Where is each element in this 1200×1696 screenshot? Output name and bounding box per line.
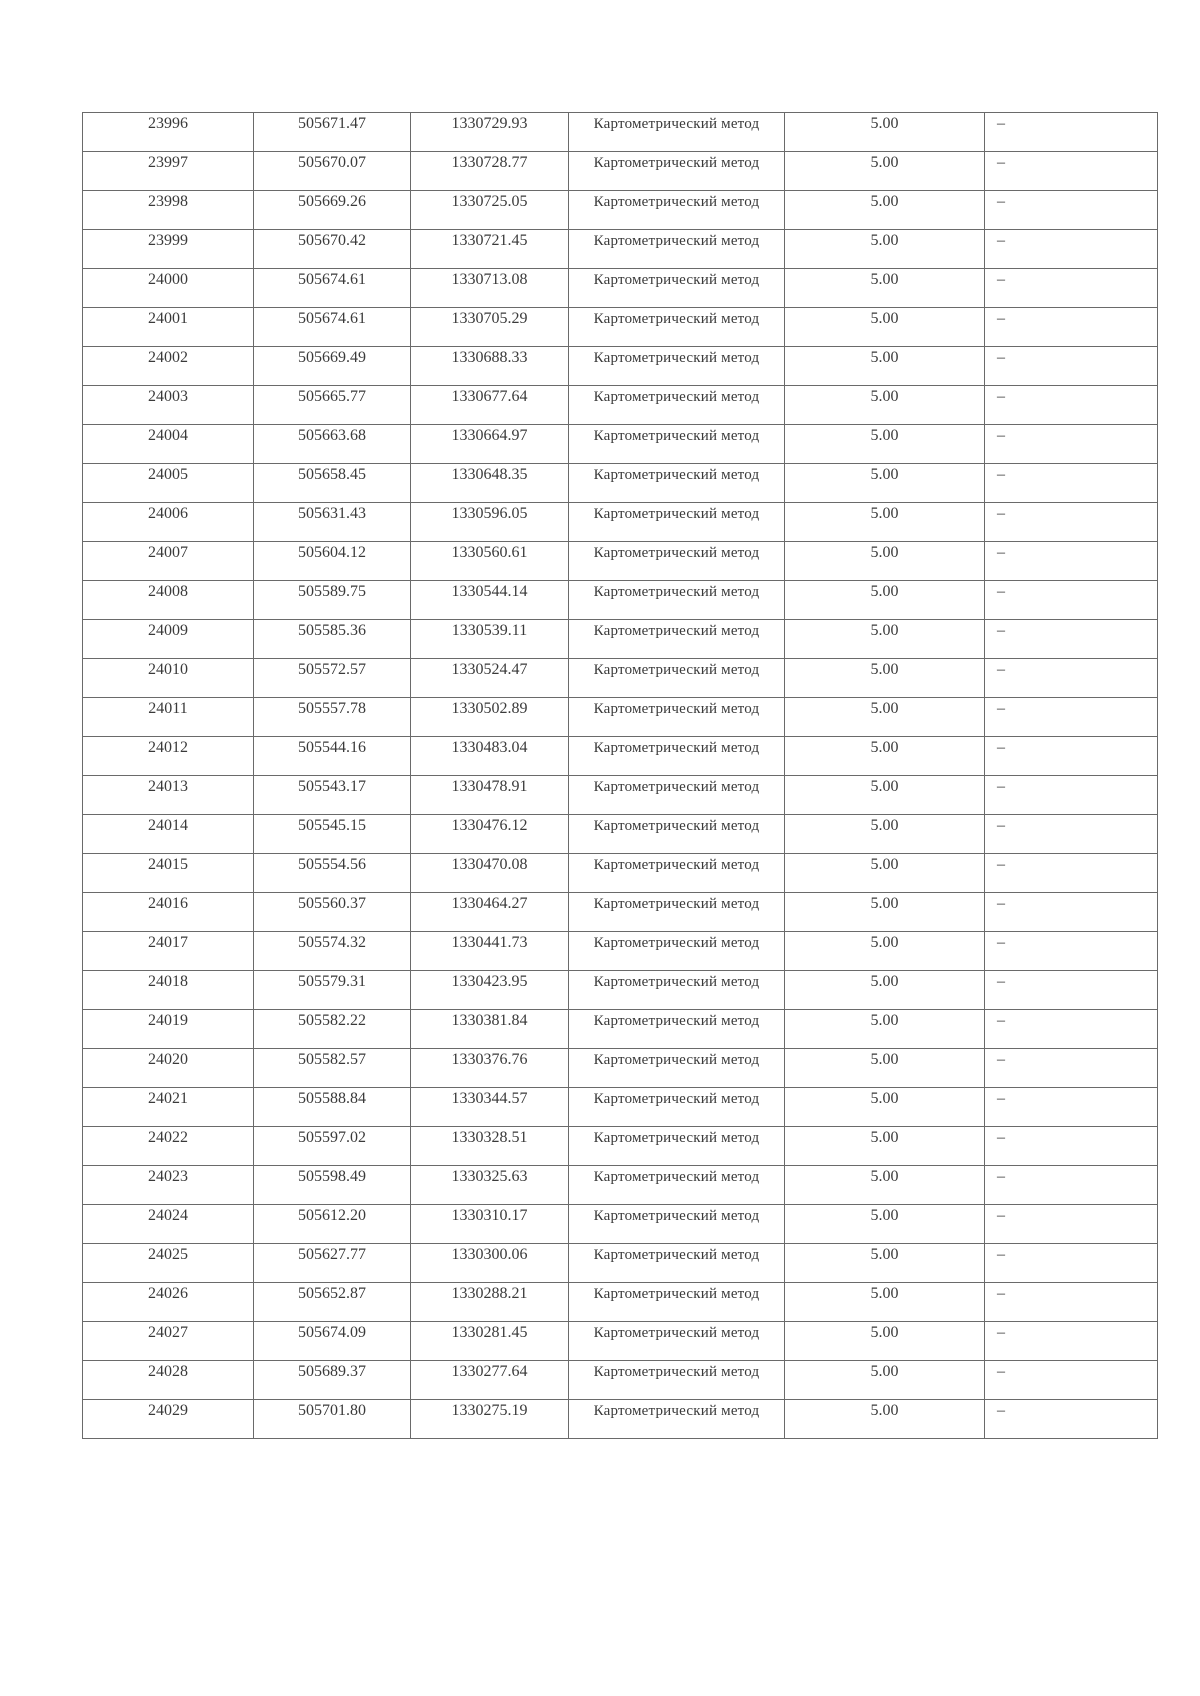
precision-cell: 5.00 xyxy=(785,971,985,1010)
table-row xyxy=(83,698,1158,737)
precision-cell: 5.00 xyxy=(785,581,985,620)
x-coordinate-cell: 505589.75 xyxy=(254,581,411,620)
method-text: Картометрический метод xyxy=(593,662,760,678)
point-number-cell: 24015 xyxy=(83,854,254,893)
method-text: Картометрический метод xyxy=(593,1130,760,1146)
note-cell: – xyxy=(985,1166,1158,1205)
y-coordinate-cell: 1330476.12 xyxy=(411,815,569,854)
precision-cell: 5.00 xyxy=(785,1166,985,1205)
table-row xyxy=(83,1127,1158,1166)
x-coordinate-cell: 505582.22 xyxy=(254,1010,411,1049)
point-number-cell: 24005 xyxy=(83,464,254,503)
note-cell: – xyxy=(985,347,1158,386)
precision-cell: 5.00 xyxy=(785,1088,985,1127)
y-coordinate-cell: 1330423.95 xyxy=(411,971,569,1010)
note-cell: – xyxy=(985,893,1158,932)
point-number-cell: 23999 xyxy=(83,230,254,269)
method-text: Картометрический метод xyxy=(593,1247,760,1263)
method-text: Картометрический метод xyxy=(593,350,760,366)
method-text: Картометрический метод xyxy=(593,1208,760,1224)
note-cell: – xyxy=(985,269,1158,308)
y-coordinate-cell: 1330721.45 xyxy=(411,230,569,269)
y-coordinate-cell: 1330524.47 xyxy=(411,659,569,698)
note-cell: – xyxy=(985,542,1158,581)
point-number-cell: 24011 xyxy=(83,698,254,737)
method-text: Картометрический метод xyxy=(593,623,760,639)
x-coordinate-cell: 505545.15 xyxy=(254,815,411,854)
y-coordinate-cell: 1330688.33 xyxy=(411,347,569,386)
note-cell: – xyxy=(985,1283,1158,1322)
x-coordinate-cell: 505544.16 xyxy=(254,737,411,776)
y-coordinate-cell: 1330328.51 xyxy=(411,1127,569,1166)
coordinates-table-body xyxy=(83,113,1158,1439)
note-cell: – xyxy=(985,698,1158,737)
note-cell: – xyxy=(985,308,1158,347)
table-row xyxy=(83,659,1158,698)
method-text: Картометрический метод xyxy=(593,818,760,834)
point-number-cell: 24012 xyxy=(83,737,254,776)
method-cell xyxy=(569,1361,785,1400)
y-coordinate-cell: 1330310.17 xyxy=(411,1205,569,1244)
point-number-cell: 24021 xyxy=(83,1088,254,1127)
method-text: Картометрический метод xyxy=(593,116,760,132)
table-row xyxy=(83,542,1158,581)
point-number-cell: 24008 xyxy=(83,581,254,620)
table-row xyxy=(83,269,1158,308)
method-cell xyxy=(569,620,785,659)
precision-cell: 5.00 xyxy=(785,1361,985,1400)
note-cell: – xyxy=(985,1400,1158,1439)
method-text: Картометрический метод xyxy=(593,1052,760,1068)
y-coordinate-cell: 1330560.61 xyxy=(411,542,569,581)
point-number-cell: 24006 xyxy=(83,503,254,542)
point-number-cell: 24025 xyxy=(83,1244,254,1283)
precision-cell: 5.00 xyxy=(785,152,985,191)
x-coordinate-cell: 505582.57 xyxy=(254,1049,411,1088)
precision-cell: 5.00 xyxy=(785,776,985,815)
point-number-cell: 24019 xyxy=(83,1010,254,1049)
method-cell xyxy=(569,1049,785,1088)
method-cell xyxy=(569,1010,785,1049)
precision-cell: 5.00 xyxy=(785,191,985,230)
note-cell: – xyxy=(985,932,1158,971)
precision-cell: 5.00 xyxy=(785,1244,985,1283)
x-coordinate-cell: 505652.87 xyxy=(254,1283,411,1322)
note-cell: – xyxy=(985,581,1158,620)
method-text: Картометрический метод xyxy=(593,194,760,210)
method-cell xyxy=(569,698,785,737)
x-coordinate-cell: 505670.07 xyxy=(254,152,411,191)
method-text: Картометрический метод xyxy=(593,1325,760,1341)
table-row xyxy=(83,1244,1158,1283)
table-row xyxy=(83,1010,1158,1049)
method-cell xyxy=(569,347,785,386)
note-cell: – xyxy=(985,854,1158,893)
x-coordinate-cell: 505572.57 xyxy=(254,659,411,698)
x-coordinate-cell: 505674.61 xyxy=(254,308,411,347)
table-row xyxy=(83,620,1158,659)
y-coordinate-cell: 1330275.19 xyxy=(411,1400,569,1439)
point-number-cell: 24007 xyxy=(83,542,254,581)
method-text: Картометрический метод xyxy=(593,1013,760,1029)
table-row xyxy=(83,1400,1158,1439)
precision-cell: 5.00 xyxy=(785,1049,985,1088)
x-coordinate-cell: 505604.12 xyxy=(254,542,411,581)
y-coordinate-cell: 1330288.21 xyxy=(411,1283,569,1322)
note-cell: – xyxy=(985,620,1158,659)
table-row xyxy=(83,191,1158,230)
y-coordinate-cell: 1330728.77 xyxy=(411,152,569,191)
method-text: Картометрический метод xyxy=(593,272,760,288)
precision-cell: 5.00 xyxy=(785,464,985,503)
table-row xyxy=(83,308,1158,347)
method-cell xyxy=(569,1400,785,1439)
method-text: Картометрический метод xyxy=(593,1091,760,1107)
method-text: Картометрический метод xyxy=(593,1286,760,1302)
table-row xyxy=(83,815,1158,854)
x-coordinate-cell: 505557.78 xyxy=(254,698,411,737)
y-coordinate-cell: 1330376.76 xyxy=(411,1049,569,1088)
y-coordinate-cell: 1330729.93 xyxy=(411,113,569,152)
table-row xyxy=(83,854,1158,893)
note-cell: – xyxy=(985,1205,1158,1244)
method-text: Картометрический метод xyxy=(593,1364,760,1380)
table-row xyxy=(83,425,1158,464)
precision-cell: 5.00 xyxy=(785,1205,985,1244)
note-cell: – xyxy=(985,113,1158,152)
table-row xyxy=(83,1049,1158,1088)
y-coordinate-cell: 1330483.04 xyxy=(411,737,569,776)
precision-cell: 5.00 xyxy=(785,269,985,308)
method-cell xyxy=(569,1244,785,1283)
table-row xyxy=(83,230,1158,269)
method-text: Картометрический метод xyxy=(593,701,760,717)
note-cell: – xyxy=(985,776,1158,815)
note-cell: – xyxy=(985,464,1158,503)
table-row xyxy=(83,737,1158,776)
point-number-cell: 24014 xyxy=(83,815,254,854)
coordinates-table xyxy=(82,112,1158,1439)
method-text: Картометрический метод xyxy=(593,779,760,795)
method-cell xyxy=(569,542,785,581)
note-cell: – xyxy=(985,1127,1158,1166)
table-row xyxy=(83,1166,1158,1205)
y-coordinate-cell: 1330478.91 xyxy=(411,776,569,815)
method-cell xyxy=(569,152,785,191)
point-number-cell: 24017 xyxy=(83,932,254,971)
note-cell: – xyxy=(985,737,1158,776)
y-coordinate-cell: 1330300.06 xyxy=(411,1244,569,1283)
method-cell xyxy=(569,425,785,464)
x-coordinate-cell: 505658.45 xyxy=(254,464,411,503)
method-cell xyxy=(569,932,785,971)
table-row xyxy=(83,386,1158,425)
table-row xyxy=(83,932,1158,971)
method-cell xyxy=(569,581,785,620)
table-row xyxy=(83,893,1158,932)
table-row xyxy=(83,971,1158,1010)
precision-cell: 5.00 xyxy=(785,386,985,425)
note-cell: – xyxy=(985,1088,1158,1127)
x-coordinate-cell: 505701.80 xyxy=(254,1400,411,1439)
x-coordinate-cell: 505597.02 xyxy=(254,1127,411,1166)
note-cell: – xyxy=(985,971,1158,1010)
method-text: Картометрический метод xyxy=(593,1403,760,1419)
x-coordinate-cell: 505585.36 xyxy=(254,620,411,659)
precision-cell: 5.00 xyxy=(785,308,985,347)
precision-cell: 5.00 xyxy=(785,230,985,269)
note-cell: – xyxy=(985,425,1158,464)
method-cell xyxy=(569,269,785,308)
point-number-cell: 24013 xyxy=(83,776,254,815)
y-coordinate-cell: 1330277.64 xyxy=(411,1361,569,1400)
precision-cell: 5.00 xyxy=(785,1400,985,1439)
method-text: Картометрический метод xyxy=(593,584,760,600)
point-number-cell: 24028 xyxy=(83,1361,254,1400)
y-coordinate-cell: 1330502.89 xyxy=(411,698,569,737)
point-number-cell: 23998 xyxy=(83,191,254,230)
note-cell: – xyxy=(985,1361,1158,1400)
point-number-cell: 24029 xyxy=(83,1400,254,1439)
table-row xyxy=(83,503,1158,542)
precision-cell: 5.00 xyxy=(785,542,985,581)
x-coordinate-cell: 505674.09 xyxy=(254,1322,411,1361)
y-coordinate-cell: 1330381.84 xyxy=(411,1010,569,1049)
x-coordinate-cell: 505663.68 xyxy=(254,425,411,464)
table-row xyxy=(83,1322,1158,1361)
y-coordinate-cell: 1330596.05 xyxy=(411,503,569,542)
note-cell: – xyxy=(985,230,1158,269)
method-text: Картометрический метод xyxy=(593,545,760,561)
x-coordinate-cell: 505669.26 xyxy=(254,191,411,230)
note-cell: – xyxy=(985,659,1158,698)
method-text: Картометрический метод xyxy=(593,740,760,756)
table-row xyxy=(83,581,1158,620)
method-cell xyxy=(569,503,785,542)
note-cell: – xyxy=(985,1049,1158,1088)
method-text: Картометрический метод xyxy=(593,974,760,990)
precision-cell: 5.00 xyxy=(785,113,985,152)
y-coordinate-cell: 1330344.57 xyxy=(411,1088,569,1127)
precision-cell: 5.00 xyxy=(785,659,985,698)
point-number-cell: 23996 xyxy=(83,113,254,152)
note-cell: – xyxy=(985,152,1158,191)
method-cell xyxy=(569,971,785,1010)
x-coordinate-cell: 505588.84 xyxy=(254,1088,411,1127)
note-cell: – xyxy=(985,1322,1158,1361)
method-text: Картометрический метод xyxy=(593,155,760,171)
method-cell xyxy=(569,1088,785,1127)
x-coordinate-cell: 505579.31 xyxy=(254,971,411,1010)
note-cell: – xyxy=(985,815,1158,854)
point-number-cell: 24010 xyxy=(83,659,254,698)
method-cell xyxy=(569,1283,785,1322)
table-row xyxy=(83,1361,1158,1400)
note-cell: – xyxy=(985,191,1158,230)
point-number-cell: 24002 xyxy=(83,347,254,386)
precision-cell: 5.00 xyxy=(785,620,985,659)
point-number-cell: 24023 xyxy=(83,1166,254,1205)
precision-cell: 5.00 xyxy=(785,932,985,971)
precision-cell: 5.00 xyxy=(785,1010,985,1049)
x-coordinate-cell: 505631.43 xyxy=(254,503,411,542)
table-row xyxy=(83,1283,1158,1322)
point-number-cell: 24000 xyxy=(83,269,254,308)
x-coordinate-cell: 505543.17 xyxy=(254,776,411,815)
method-cell xyxy=(569,815,785,854)
note-cell: – xyxy=(985,386,1158,425)
note-cell: – xyxy=(985,503,1158,542)
y-coordinate-cell: 1330705.29 xyxy=(411,308,569,347)
y-coordinate-cell: 1330464.27 xyxy=(411,893,569,932)
method-cell xyxy=(569,191,785,230)
point-number-cell: 24004 xyxy=(83,425,254,464)
method-cell xyxy=(569,776,785,815)
point-number-cell: 24026 xyxy=(83,1283,254,1322)
method-cell xyxy=(569,1322,785,1361)
precision-cell: 5.00 xyxy=(785,893,985,932)
x-coordinate-cell: 505574.32 xyxy=(254,932,411,971)
precision-cell: 5.00 xyxy=(785,503,985,542)
table-row xyxy=(83,1205,1158,1244)
method-cell xyxy=(569,737,785,776)
method-text: Картометрический метод xyxy=(593,935,760,951)
point-number-cell: 24022 xyxy=(83,1127,254,1166)
precision-cell: 5.00 xyxy=(785,854,985,893)
method-text: Картометрический метод xyxy=(593,467,760,483)
method-cell xyxy=(569,1166,785,1205)
method-text: Картометрический метод xyxy=(593,896,760,912)
method-text: Картометрический метод xyxy=(593,311,760,327)
method-text: Картометрический метод xyxy=(593,857,760,873)
y-coordinate-cell: 1330544.14 xyxy=(411,581,569,620)
method-text: Картометрический метод xyxy=(593,389,760,405)
point-number-cell: 24016 xyxy=(83,893,254,932)
point-number-cell: 24024 xyxy=(83,1205,254,1244)
y-coordinate-cell: 1330441.73 xyxy=(411,932,569,971)
x-coordinate-cell: 505674.61 xyxy=(254,269,411,308)
precision-cell: 5.00 xyxy=(785,815,985,854)
method-text: Картометрический метод xyxy=(593,428,760,444)
point-number-cell: 24001 xyxy=(83,308,254,347)
table-row xyxy=(83,113,1158,152)
method-cell xyxy=(569,464,785,503)
table-row xyxy=(83,776,1158,815)
point-number-cell: 24003 xyxy=(83,386,254,425)
table-row xyxy=(83,464,1158,503)
table-row xyxy=(83,1088,1158,1127)
method-cell xyxy=(569,1127,785,1166)
method-cell xyxy=(569,230,785,269)
method-cell xyxy=(569,308,785,347)
precision-cell: 5.00 xyxy=(785,1322,985,1361)
y-coordinate-cell: 1330470.08 xyxy=(411,854,569,893)
x-coordinate-cell: 505598.49 xyxy=(254,1166,411,1205)
x-coordinate-cell: 505670.42 xyxy=(254,230,411,269)
note-cell: – xyxy=(985,1244,1158,1283)
x-coordinate-cell: 505689.37 xyxy=(254,1361,411,1400)
note-cell: – xyxy=(985,1010,1158,1049)
y-coordinate-cell: 1330325.63 xyxy=(411,1166,569,1205)
y-coordinate-cell: 1330648.35 xyxy=(411,464,569,503)
y-coordinate-cell: 1330677.64 xyxy=(411,386,569,425)
x-coordinate-cell: 505665.77 xyxy=(254,386,411,425)
method-cell xyxy=(569,386,785,425)
x-coordinate-cell: 505554.56 xyxy=(254,854,411,893)
point-number-cell: 24018 xyxy=(83,971,254,1010)
method-cell xyxy=(569,113,785,152)
table-row xyxy=(83,152,1158,191)
y-coordinate-cell: 1330713.08 xyxy=(411,269,569,308)
y-coordinate-cell: 1330539.11 xyxy=(411,620,569,659)
precision-cell: 5.00 xyxy=(785,1127,985,1166)
precision-cell: 5.00 xyxy=(785,425,985,464)
method-text: Картометрический метод xyxy=(593,506,760,522)
y-coordinate-cell: 1330725.05 xyxy=(411,191,569,230)
precision-cell: 5.00 xyxy=(785,698,985,737)
x-coordinate-cell: 505612.20 xyxy=(254,1205,411,1244)
precision-cell: 5.00 xyxy=(785,347,985,386)
method-text: Картометрический метод xyxy=(593,233,760,249)
method-cell xyxy=(569,854,785,893)
point-number-cell: 23997 xyxy=(83,152,254,191)
point-number-cell: 24009 xyxy=(83,620,254,659)
precision-cell: 5.00 xyxy=(785,1283,985,1322)
x-coordinate-cell: 505560.37 xyxy=(254,893,411,932)
point-number-cell: 24027 xyxy=(83,1322,254,1361)
y-coordinate-cell: 1330664.97 xyxy=(411,425,569,464)
method-cell xyxy=(569,893,785,932)
x-coordinate-cell: 505627.77 xyxy=(254,1244,411,1283)
table-row xyxy=(83,347,1158,386)
method-text: Картометрический метод xyxy=(593,1169,760,1185)
method-cell xyxy=(569,659,785,698)
point-number-cell: 24020 xyxy=(83,1049,254,1088)
y-coordinate-cell: 1330281.45 xyxy=(411,1322,569,1361)
precision-cell: 5.00 xyxy=(785,737,985,776)
method-cell xyxy=(569,1205,785,1244)
x-coordinate-cell: 505669.49 xyxy=(254,347,411,386)
x-coordinate-cell: 505671.47 xyxy=(254,113,411,152)
